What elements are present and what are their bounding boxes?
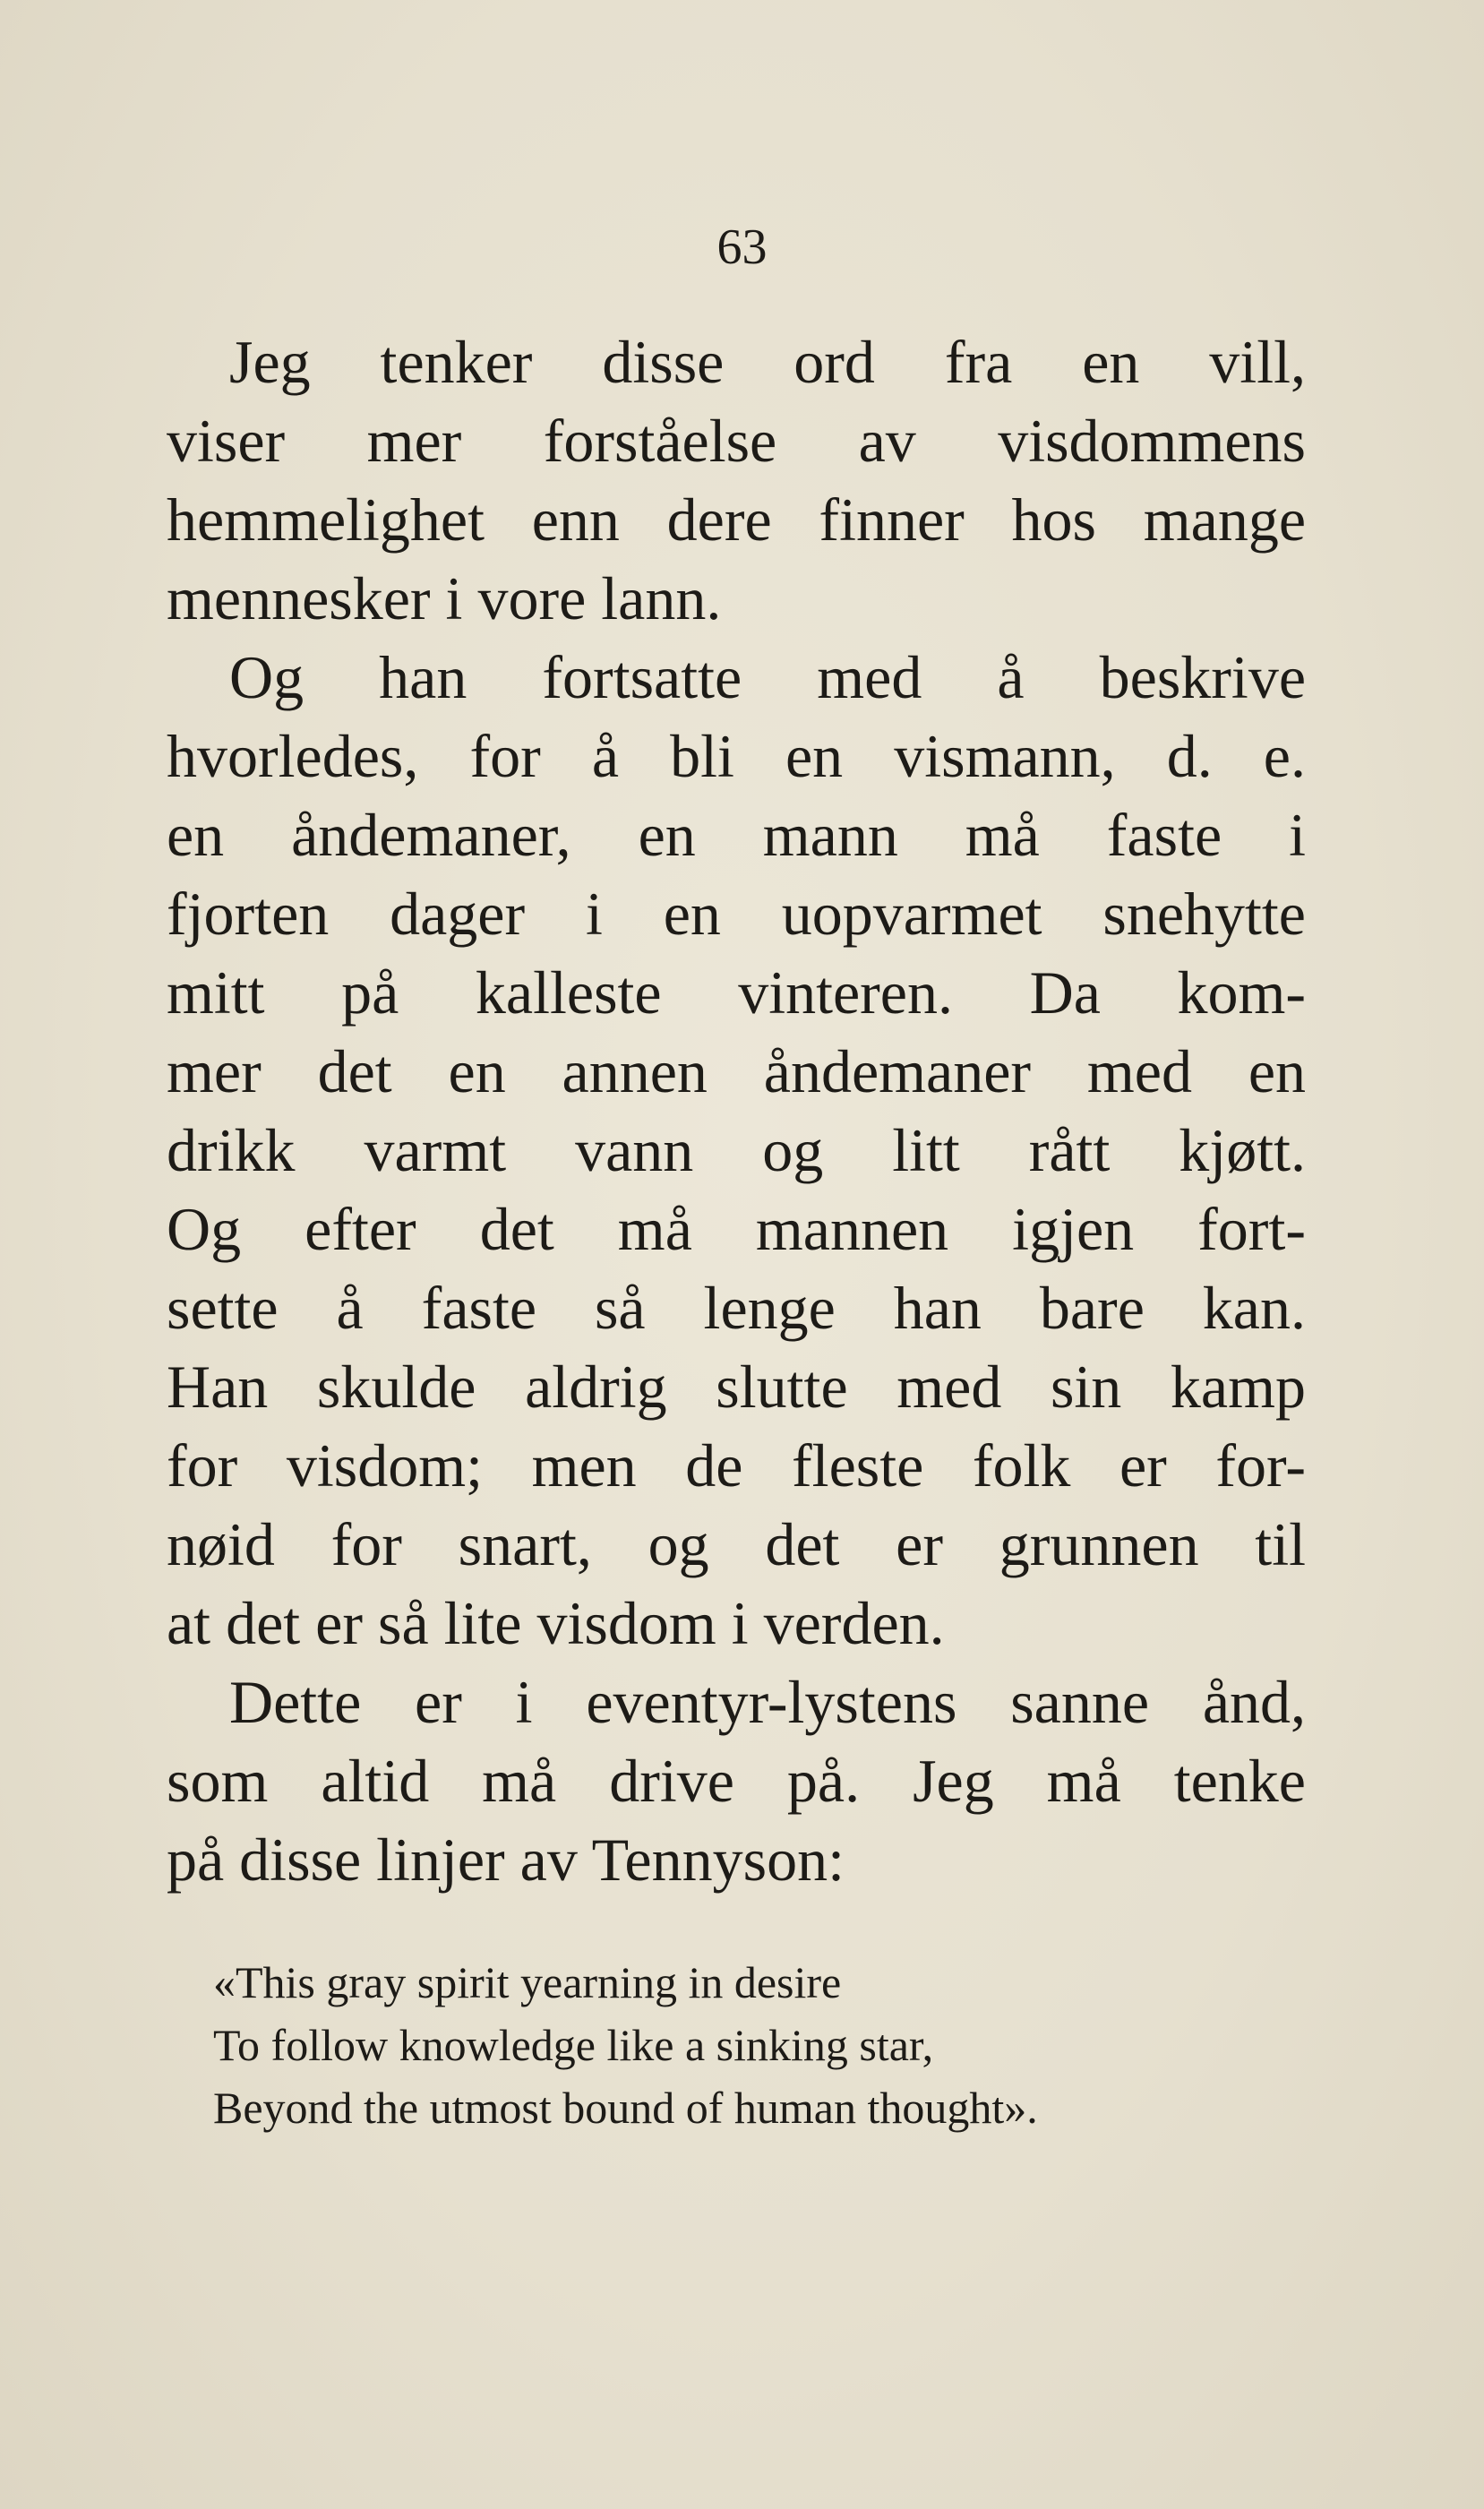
poem-quote [213,1951,1324,2139]
text-line: som altid må drive på. Jeg må tenke [167,1747,1306,1815]
text-line: sette å faste så lenge han bare kan. [167,1274,1306,1342]
text-line: for visdom; men de fleste folk er for- [167,1431,1306,1499]
text-line: en åndemaner, en mann må faste i [167,801,1306,869]
poem-line: To follow knowledge like a sinking star, [213,2020,934,2070]
text-line: Han skulde aldrig slutte med sin kamp [167,1353,1306,1421]
body-text [167,322,1306,1899]
text-line: hvorledes, for å bli en vismann, d. e. [167,722,1306,790]
text-line: drikk varmt vann og litt rått kjøtt. [167,1116,1306,1184]
paragraph [167,1663,1306,1899]
paragraph [167,322,1306,638]
paragraph [167,638,1306,1663]
text-line: Og efter det må mannen igjen fort- [167,1195,1306,1263]
page-number: 63 [716,219,768,275]
text-line: mennesker i vore lann. [167,564,722,632]
text-line: mitt på kalleste vinteren. Da kom- [167,958,1306,1027]
text-line: nøid for snart, og det er grunnen til [167,1510,1306,1578]
text-line: Og han fortsatte med å beskrive [229,643,1306,711]
text-line: at det er så lite visdom i verden. [167,1589,945,1657]
poem-line: Beyond the utmost bound of human thought». [213,2083,1038,2133]
poem-line: «This gray spirit yearning in desire [213,1957,842,2007]
text-line: fjorten dager i en uopvarmet snehytte [167,880,1306,948]
text-line: på disse linjer av Tennyson: [167,1826,845,1894]
text-line: mer det en annen åndemaner med en [167,1037,1306,1105]
text-line: Jeg tenker disse ord fra en vill, [229,328,1306,396]
text-line: viser mer forståelse av visdommens [167,407,1306,475]
text-line: hemmelighet enn dere finner hos mange [167,485,1306,554]
text-line: Dette er i eventyr-lystens sanne ånd, [229,1668,1306,1736]
